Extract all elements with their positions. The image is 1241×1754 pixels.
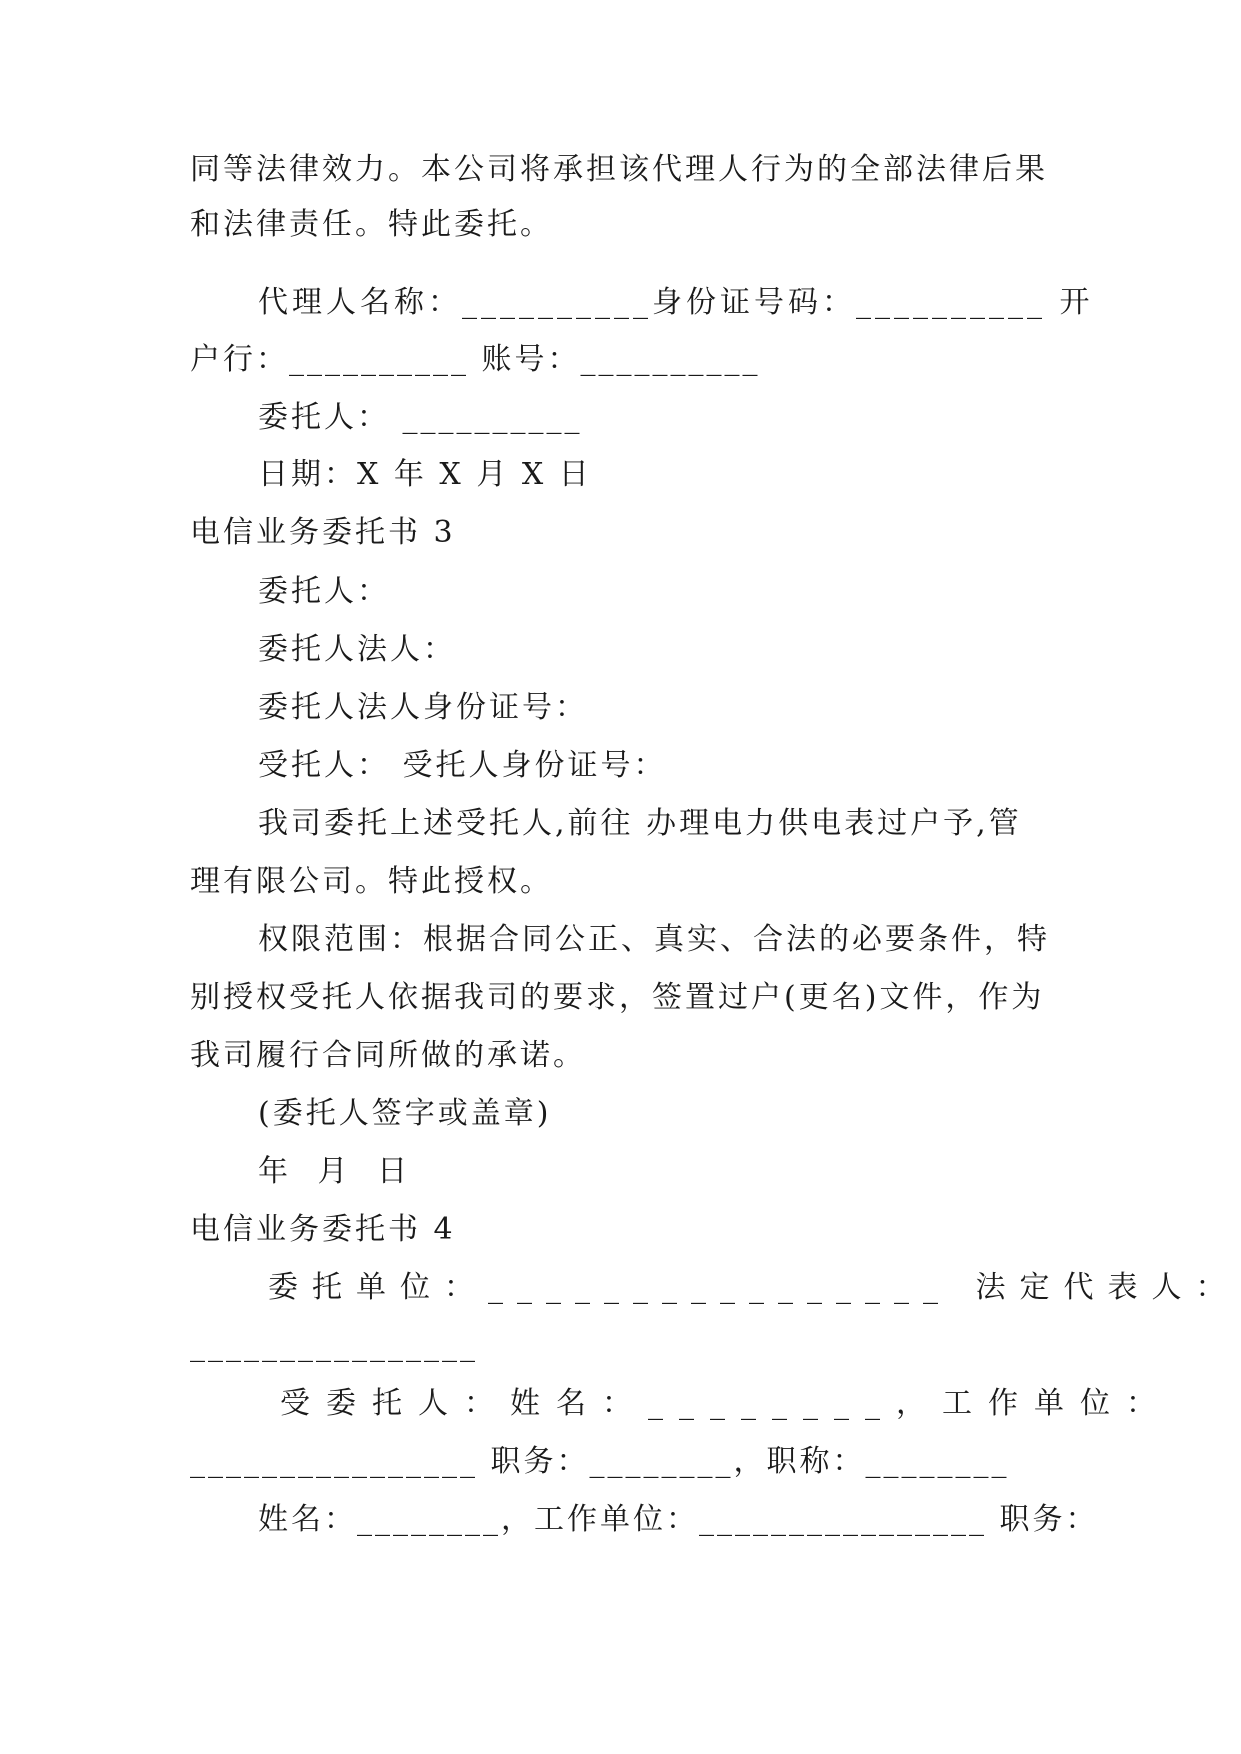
paragraph-line: 同等法律效力。本公司将承担该代理人行为的全部法律后果 — [190, 152, 1048, 187]
paragraph-line: 我司履行合同所做的承诺。 — [190, 1038, 586, 1073]
entrusting-unit-line: 委托单位：________________ 法定代表人： — [268, 1270, 1240, 1305]
bank-account-line: 户行：__________ 账号：__________ — [190, 342, 761, 377]
section-heading-4: 电信业务委托书 4 — [190, 1212, 456, 1247]
field-line: 委托人法人： — [258, 632, 456, 667]
paragraph-line: 和法律责任。特此委托。 — [190, 207, 553, 242]
paragraph-line: 权限范围：根据合同公正、真实、合法的必要条件，特 — [258, 922, 1050, 957]
paragraph-line: 理有限公司。特此授权。 — [190, 864, 553, 899]
field-line: 委托人法人身份证号： — [258, 690, 588, 725]
blank-line: ________________ — [190, 1328, 478, 1363]
principal-line: 委托人： __________ — [258, 400, 583, 435]
trustee-line-2: 姓名：________，工作单位：________________ 职务： — [258, 1502, 1099, 1537]
trustee-line: 受委托人：姓名：________，工作单位： — [280, 1386, 1172, 1421]
field-line: 委托人： — [258, 574, 390, 609]
agent-info-line: 代理人名称：__________身份证号码：__________ 开 — [258, 285, 1094, 320]
paragraph-line: 我司委托上述受托人,前往 办理电力供电表过户予,管 — [258, 806, 1022, 841]
date-line: 年 月 日 — [258, 1154, 418, 1189]
field-line: 受托人： 受托人身份证号： — [258, 748, 667, 783]
section-heading-3: 电信业务委托书 3 — [190, 515, 456, 550]
position-title-line: ________________ 职务：________，职称：________ — [190, 1444, 1010, 1479]
paragraph-line: 别授权受托人依据我司的要求，签置过户(更名)文件，作为 — [190, 980, 1045, 1015]
signature-note: (委托人签字或盖章) — [258, 1096, 552, 1131]
date-line: 日期：X 年 X 月 X 日 — [258, 457, 592, 492]
